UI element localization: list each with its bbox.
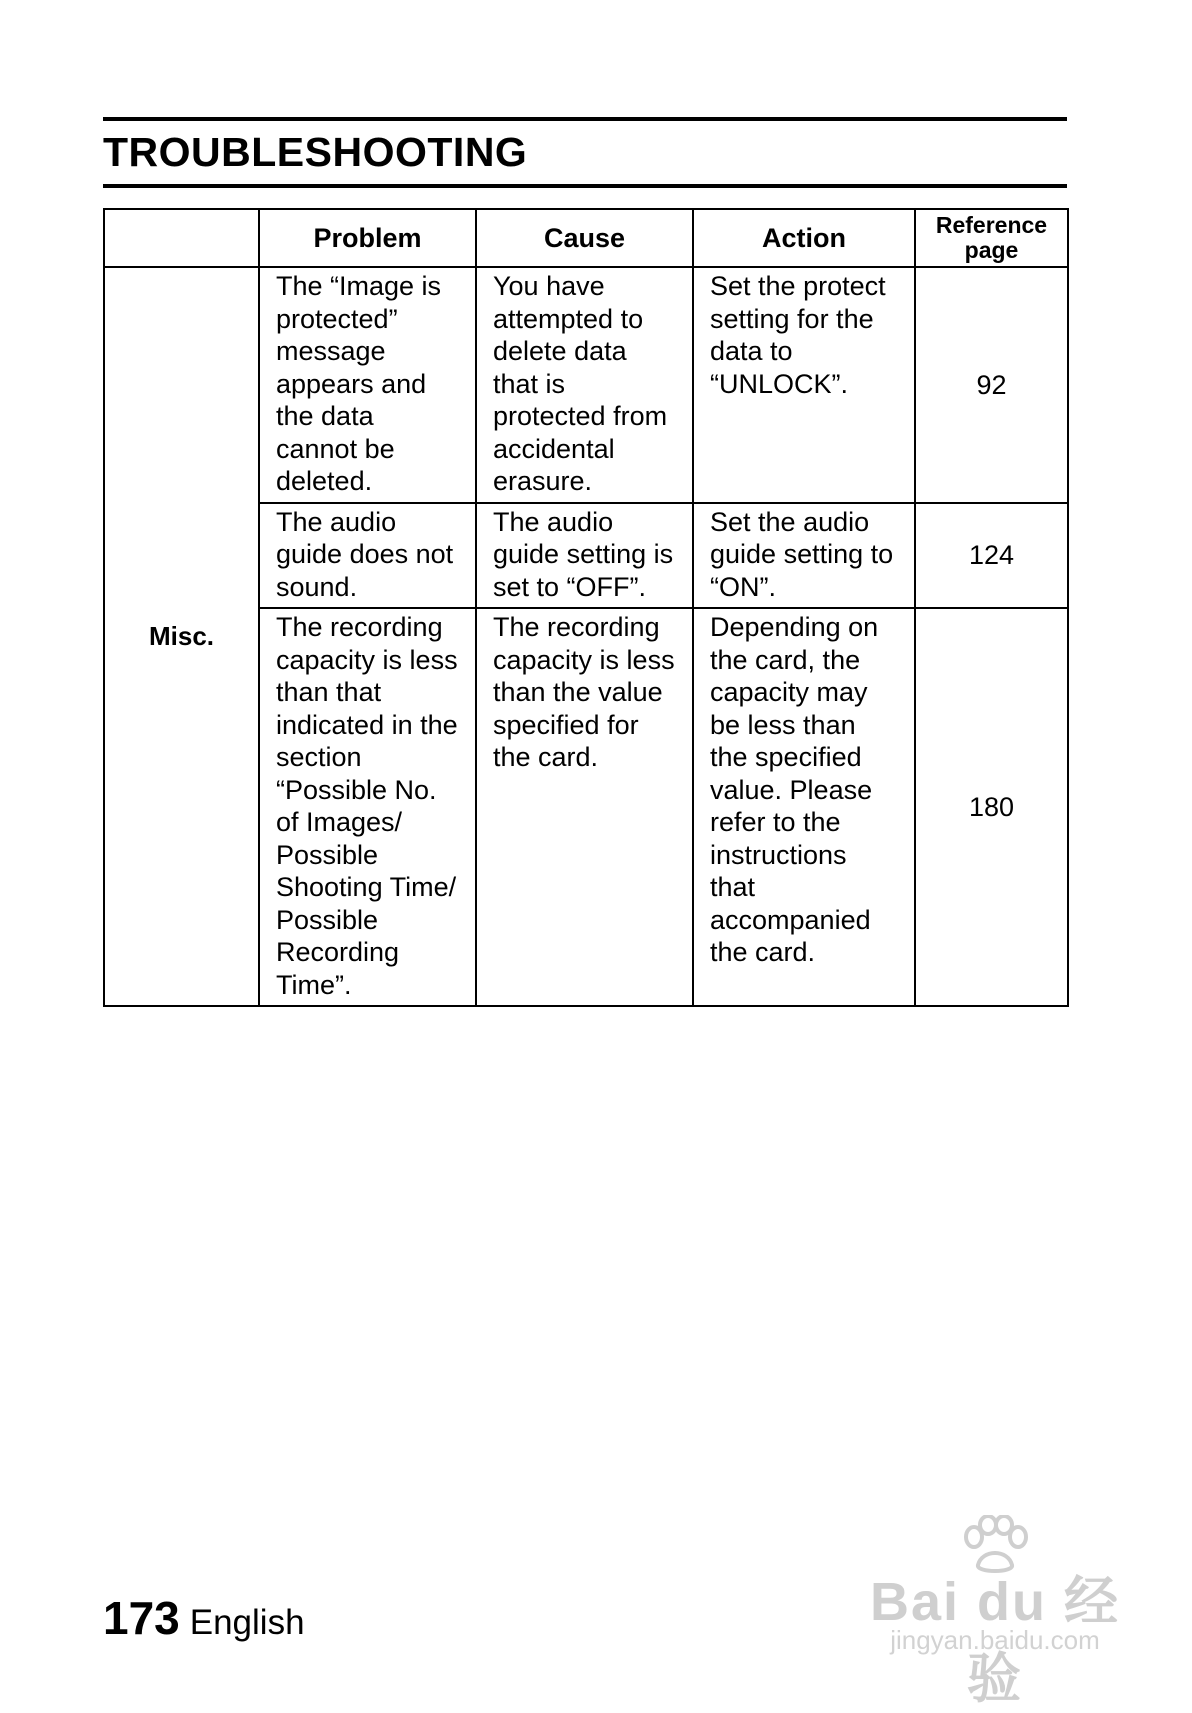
problem-cell: The audio guide does not sound. — [259, 503, 476, 609]
column-header-cause: Cause — [476, 209, 693, 267]
title-bottom-rule — [103, 184, 1067, 188]
column-header-reference-page: Reference page — [915, 209, 1068, 267]
watermark-logo-text: Bai du 经验 — [869, 1572, 1120, 1709]
language-label: English — [189, 1603, 305, 1642]
page-number: 173 — [103, 1592, 180, 1644]
action-cell: Set the protect setting for the data to “UNLOCK”. — [693, 267, 915, 503]
table-row — [104, 267, 1068, 503]
category-cell: Misc. — [104, 267, 259, 1006]
action-cell: Depending on the card, the capacity may be less than the specified value. Please refer to the instructions that accompanied the card. — [693, 608, 915, 1006]
reference-page-cell: 92 — [915, 267, 1068, 503]
cause-cell: You have attempted to delete data that is protected from accidental erasure. — [476, 267, 693, 503]
watermark-url: jingyan.baidu.com — [890, 1625, 1100, 1655]
baidu-watermark — [855, 1515, 1135, 1709]
page-footer — [103, 1590, 305, 1658]
cause-cell: The audio guide setting is set to “OFF”. — [476, 503, 693, 609]
troubleshooting-table — [103, 208, 1069, 1007]
reference-page-cell: 124 — [915, 503, 1068, 609]
problem-cell: The recording capacity is less than that indicated in the section “Possible No. of Images/ Possible Shooting Time/ Possible Recording Time”. — [259, 608, 476, 1006]
column-header-problem: Problem — [259, 209, 476, 267]
column-header-category — [104, 209, 259, 267]
column-header-action: Action — [693, 209, 915, 267]
reference-page-cell: 180 — [915, 608, 1068, 1006]
page-title: TROUBLESHOOTING — [103, 129, 528, 175]
cause-cell: The recording capacity is less than the value specified for the card. — [476, 608, 693, 1006]
title-top-rule — [103, 117, 1067, 121]
problem-cell: The “Image is protected” message appears and the data cannot be deleted. — [259, 267, 476, 503]
action-cell: Set the audio guide setting to “ON”. — [693, 503, 915, 609]
table-header-row — [104, 209, 1068, 267]
